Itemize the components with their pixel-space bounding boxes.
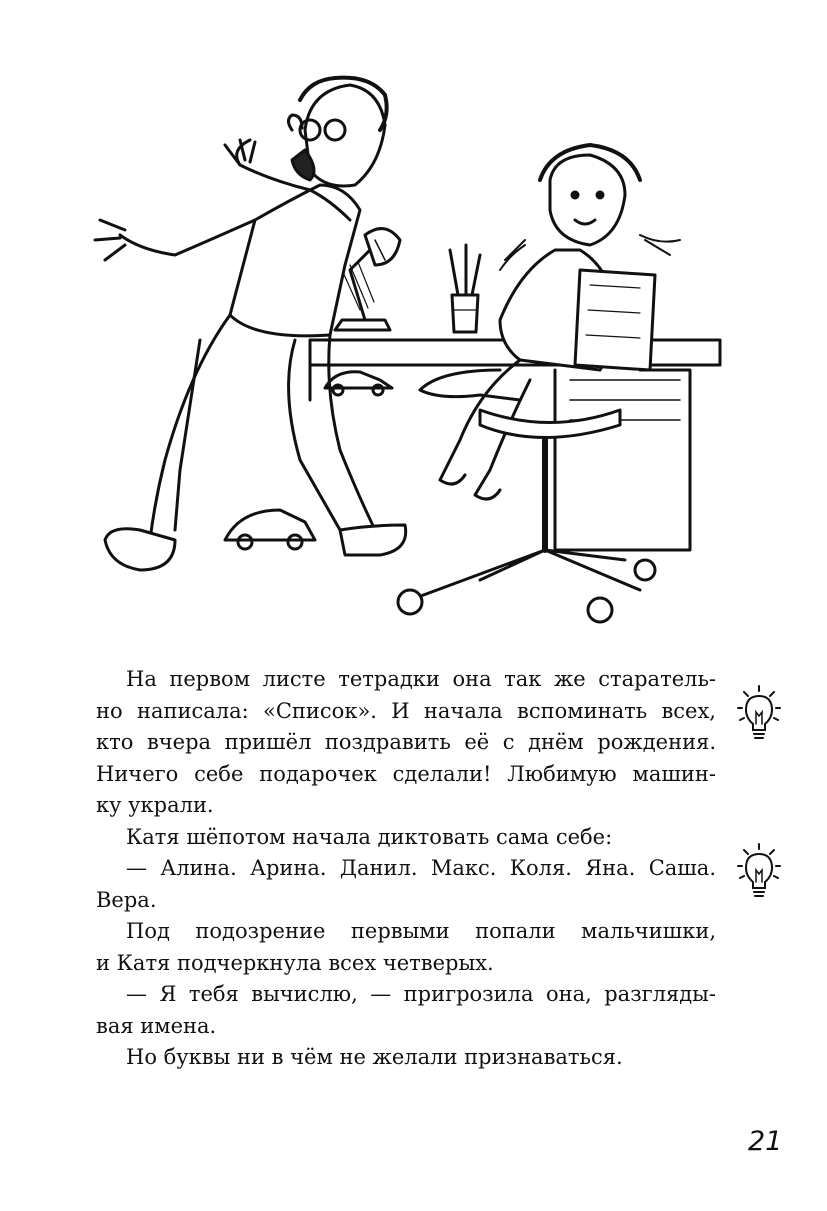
text-line: Ничего себе подарочек сделали! Любимую машин- [96,761,716,786]
page-number: 21 [748,1126,783,1157]
text-line: На первом листе тетрадки она так же старатель- [126,667,716,691]
text-line: — Алина. Арина. Данил. Макс. Коля. Яна. Саша. [126,856,716,880]
toy-car [325,372,392,395]
text-line: Под подозрение первыми попали мальчишки, [126,919,716,943]
pencil-cup [450,245,480,332]
lightbulb-icon [736,684,782,744]
body-text [96,664,716,1074]
text-line: кто вчера пришёл поздравить её с днём рождения. [96,730,716,754]
text-line: но написала: «Список». И начала вспоминать всех, [96,698,716,723]
text-line: ку украли. [96,793,214,817]
text-line: вая имена. [96,1013,217,1038]
text-line: и Катя подчеркнула всех четверых. [96,950,494,975]
desk [310,340,720,550]
text-line: Вера. [96,887,157,912]
text-line: Но буквы ни в чём не желали признаваться. [126,1045,623,1069]
text-line: — Я тебя вычислю, — пригрозила она, разгляды- [126,982,716,1006]
lightbulb-icon [736,842,782,902]
illustration-father-and-girl [80,70,730,640]
text-line: Катя шёпотом начала диктовать сама себе: [126,824,613,849]
